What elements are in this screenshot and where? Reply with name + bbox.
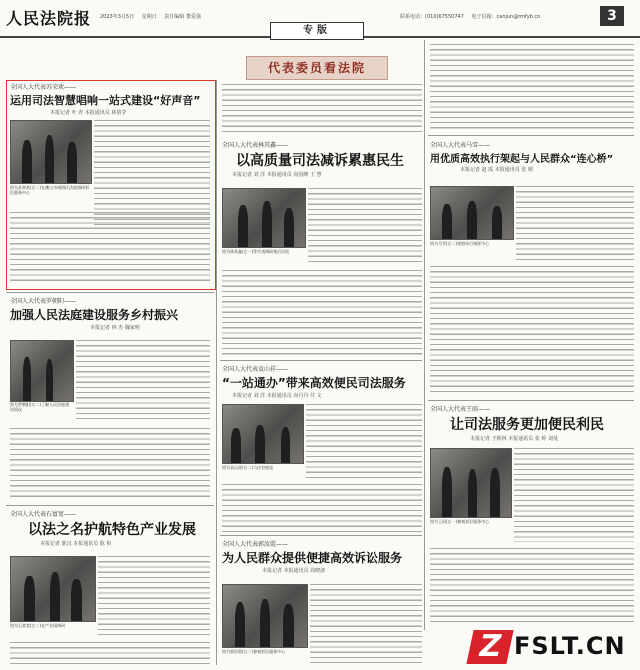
article-headline[interactable]: 运用司法智慧唱响一站式建设“好声音” — [10, 94, 201, 107]
article-byline: 本报记者 叶 青 本报通讯员 林倩莹 — [50, 110, 127, 116]
article-kicker: 全国人大代表马雪—— — [430, 142, 491, 149]
article-wang-yu[interactable] — [430, 404, 634, 442]
photo-caption: 图为林其鑫(左一)等代表调研基层法院 — [222, 249, 290, 254]
article-byline: 本报记者 赵 霞 本报通讯员 张 媛 — [460, 167, 533, 173]
article-body — [308, 186, 422, 262]
photo-caption: 图为石富宽(右二)在产业园调研 — [10, 623, 66, 628]
column-divider — [216, 80, 217, 665]
article-body — [516, 184, 634, 260]
issue-weekday: 星期日 — [141, 14, 157, 20]
column-divider — [424, 40, 425, 630]
article-body — [10, 426, 210, 501]
article-kicker: 全国人大代表林其鑫—— — [222, 142, 289, 149]
article-body — [514, 446, 634, 542]
article-headline[interactable]: 为人民群众提供便捷高效诉讼服务 — [222, 551, 403, 565]
article-headline[interactable]: 以高质量司法减诉累惠民生 — [236, 153, 404, 169]
section-banner: 专版 — [270, 22, 364, 40]
issue-meta — [100, 13, 207, 20]
section-divider — [428, 400, 634, 401]
article-shi-fukuan[interactable] — [10, 509, 210, 547]
article-kicker: 全国人大代表袁山祥—— — [222, 366, 289, 373]
article-body — [98, 554, 210, 638]
article-headline[interactable]: 以法之名护航特色产业发展 — [28, 522, 196, 538]
article-headline[interactable]: 让司法服务更加便民利民 — [450, 417, 604, 433]
page-number: 3 — [600, 6, 624, 26]
article-lin-qixin[interactable] — [222, 140, 422, 178]
section-divider — [6, 505, 214, 506]
watermark-logo-icon: Z — [466, 630, 513, 664]
article-body — [222, 82, 422, 132]
article-kicker: 全国人大代表苏荣欢—— — [10, 84, 77, 91]
article-byline: 本报记者 刘 洋 本报通讯员 向国峰 王 慧 — [232, 172, 322, 178]
watermark-text: FSLT.CN — [514, 632, 626, 660]
article-body — [310, 582, 422, 666]
article-body — [222, 482, 422, 532]
section-divider — [220, 360, 422, 361]
issue-date: 2023年3月5日 — [100, 14, 135, 20]
masthead: 人民法院报 — [6, 9, 92, 28]
article-luo-chaoyang[interactable] — [10, 296, 210, 331]
section-divider — [220, 535, 422, 536]
article-body — [10, 210, 210, 285]
article-byline: 本报记者 陈汉 本报通讯员 陈 柏 — [40, 541, 112, 547]
article-body — [222, 268, 422, 356]
article-kicker: 全国人大代表石富宽—— — [10, 511, 77, 518]
article-byline: 本报记者 本报通讯员 周晓波 — [262, 568, 326, 574]
article-byline: 本报记者 王彬林 本报通讯员 张 婷 刘曼 — [470, 436, 558, 442]
photo-caption: 图为马雪(左二)视察执行指挥中心 — [430, 241, 490, 246]
duty-editor: 责任编辑 董爱强 — [164, 14, 201, 20]
article-byline: 本报记者 林 杰 魏家明 — [90, 325, 140, 331]
article-kicker: 全国人大代表罗朝阳—— — [10, 298, 77, 305]
contact-meta — [400, 13, 546, 20]
article-photo — [10, 120, 92, 184]
article-ma-xue[interactable] — [430, 140, 634, 173]
photo-caption: 图为王雨(左一)参观诉讼服务中心 — [430, 519, 490, 524]
article-byline: 本报记者 刘 洋 本报通讯员 向丹丹 付 文 — [232, 393, 322, 399]
article-headline[interactable]: 加强人民法庭建设服务乡村振兴 — [10, 308, 179, 322]
section-divider — [428, 135, 634, 136]
article-guo-ruxia[interactable] — [222, 539, 422, 574]
article-photo — [222, 404, 304, 464]
column-banner: 代表委员看法院 — [246, 56, 388, 80]
article-photo — [10, 340, 74, 402]
article-kicker: 全国人大代表郭汝霞—— — [222, 541, 289, 548]
article-body — [306, 402, 422, 482]
article-photo — [10, 556, 96, 622]
article-body — [10, 640, 210, 665]
article-kicker: 全国人大代表王雨—— — [430, 406, 491, 413]
site-watermark — [470, 628, 638, 666]
article-photo — [430, 448, 512, 518]
photo-caption: 图为苏荣欢(左二)在佛山市南海区法院调研诉讼服务中心 — [10, 185, 90, 195]
article-photo — [222, 188, 306, 248]
article-body — [430, 42, 634, 132]
article-yuan-shanxiang[interactable] — [222, 364, 422, 399]
article-photo — [222, 584, 308, 648]
article-headline[interactable]: 用优质高效执行架起与人民群众“连心桥” — [430, 154, 614, 165]
section-divider — [6, 292, 214, 293]
article-su-ronghuan[interactable] — [10, 82, 210, 116]
article-photo — [430, 186, 514, 240]
article-body — [430, 546, 634, 624]
photo-caption: 图为罗朝阳(右二)了解人民法庭建设情况 — [10, 402, 70, 412]
contact-email: 电子信箱：canjun@rmfyb.cn — [471, 14, 541, 20]
contact-phone: 联系电话：(010)67550747 — [400, 14, 464, 20]
article-headline[interactable]: “一站通办”带来高效便民司法服务 — [222, 376, 406, 390]
photo-caption: 图为郭汝霞(右二)参观诉讼服务中心 — [222, 649, 286, 654]
article-body — [430, 264, 634, 396]
article-body — [76, 338, 210, 422]
photo-caption: 图为袁山祥(右二)与法官座谈 — [222, 465, 274, 470]
